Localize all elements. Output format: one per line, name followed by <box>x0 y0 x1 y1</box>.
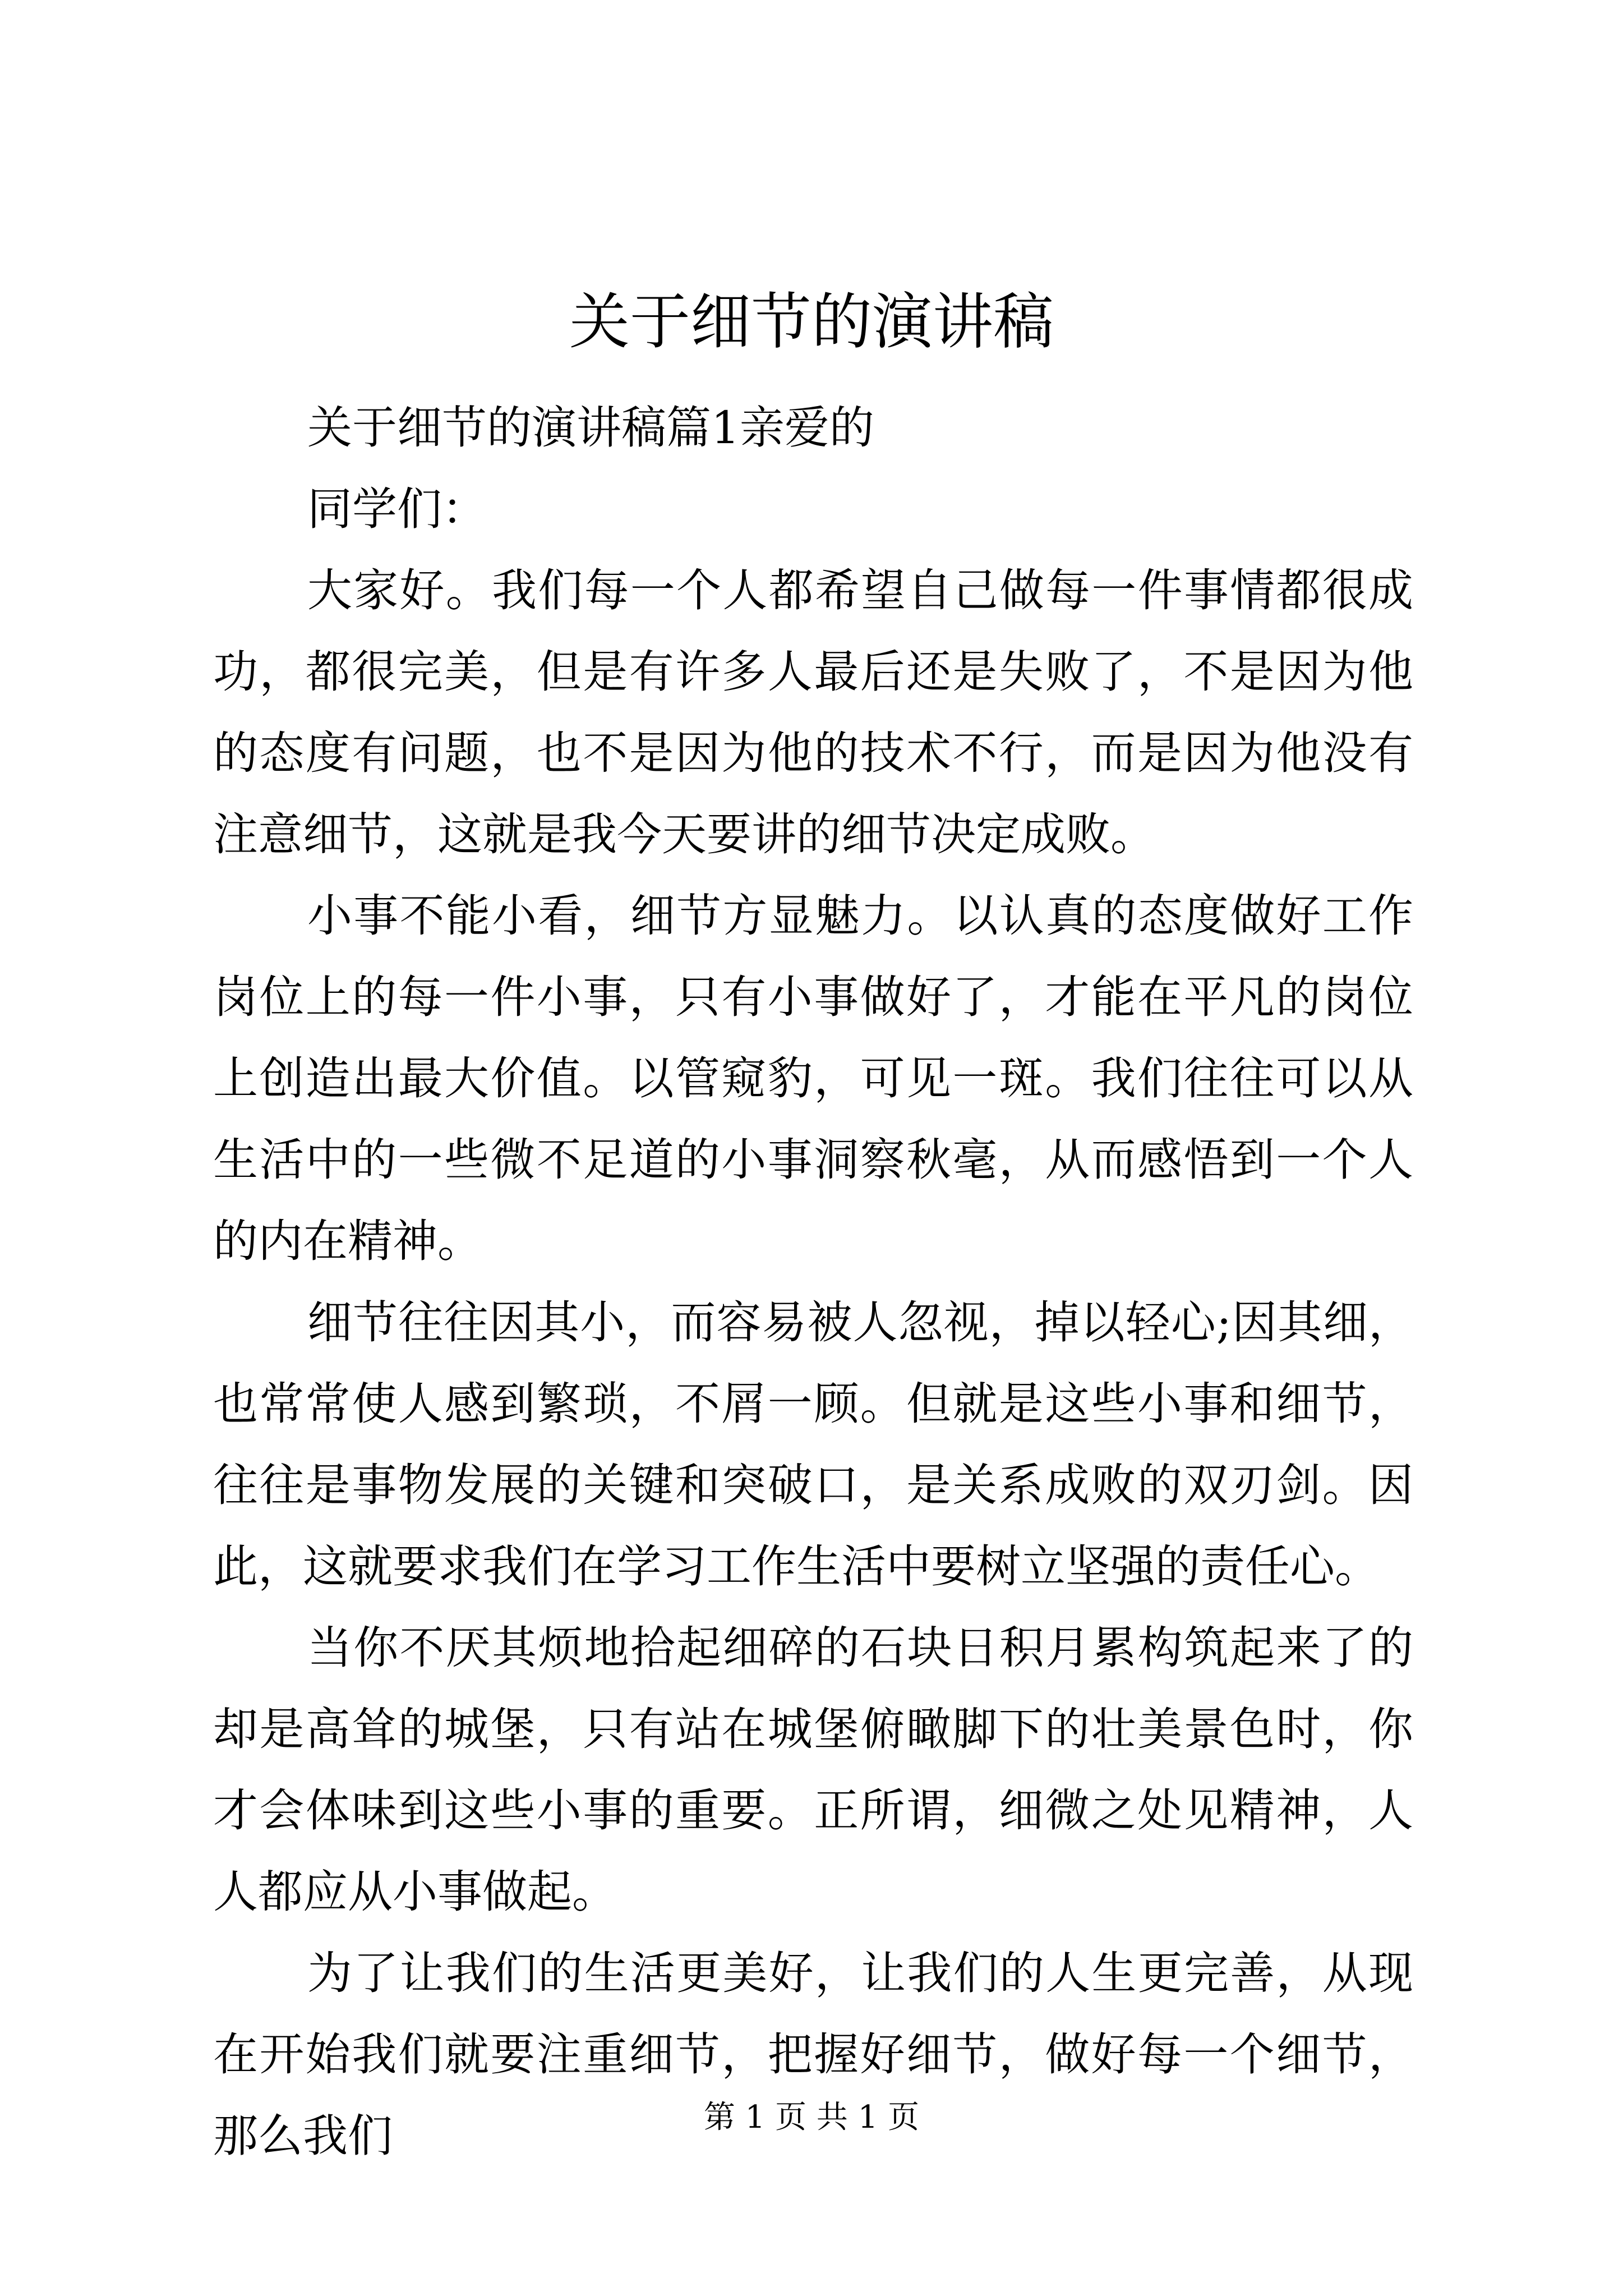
paragraph-3: 大家好。我们每一个人都希望自己做每一件事情都很成功，都很完美，但是有许多人最后还是失败了，不是因为他的态度有问题，也不是因为他的技术不行，而是因为他没有注意细节，这就是我今天要讲的细节决定成败。 <box>213 564 1413 861</box>
paragraph-6: 当你不厌其烦地拾起细碎的石块日积月累构筑起来了的却是高耸的城堡，只有站在城堡俯瞰脚下的壮美景色时，你才会体味到这些小事的重要。正所谓，细微之处见精神，人人都应从小事做起。 <box>213 1622 1413 1918</box>
paragraph-1: 关于细节的演讲稿篇1亲爱的 <box>307 402 874 454</box>
paragraph-4: 小事不能小看，细节方显魅力。以认真的态度做好工作岗位上的每一件小事，只有小事做好了，才能在平凡的岗位上创造出最大价值。以管窥豹，可见一斑。我们往往可以从生活中的一些微不足道的小事洞察秋毫，从而感悟到一个人的内在精神。 <box>213 890 1413 1267</box>
page-footer: 第 1 页 共 1 页 <box>703 2099 920 2136</box>
paragraph-2: 同学们： <box>307 483 487 535</box>
paragraph-5: 细节往往因其小，而容易被人忽视，掉以轻心;因其细，也常常使人感到繁琐，不屑一顾。但就是这些小事和细节，往往是事物发展的关键和突破口，是关系成败的双刃剑。因此，这就要求我们在学习工作生活中要树立坚强的责任心。 <box>213 1296 1413 1593</box>
page-title: 关于细节的演讲稿 <box>569 287 1054 357</box>
paragraph-7: 为了让我们的生活更美好，让我们的人生更完善，从现在开始我们就要注重细节，把握好细节，做好每一个细节，那么我们 <box>213 1947 1413 2162</box>
document-body <box>213 387 1413 2177</box>
